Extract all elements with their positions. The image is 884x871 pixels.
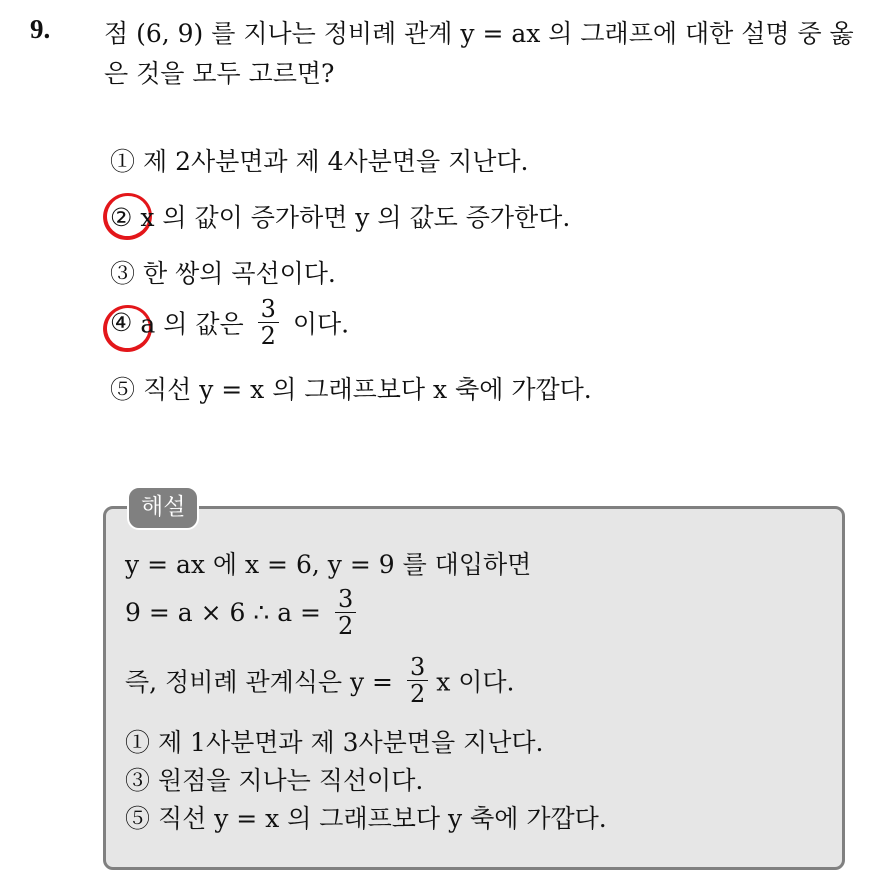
choice-marker: ⑤ <box>110 375 136 404</box>
fraction-numerator: 3 <box>335 586 356 613</box>
solution-line-2 <box>125 586 362 639</box>
fraction-numerator: 3 <box>258 296 279 323</box>
solution-line-1: y = ax 에 x = 6, y = 9 를 대입하면 <box>125 550 532 579</box>
choice-text: a 의 값은 <box>140 309 244 339</box>
solution-label: 해설 <box>127 486 199 530</box>
choice-5 <box>110 370 592 406</box>
choice-text: 직선 y = x 의 그래프보다 x 축에 가깝다. <box>142 375 592 404</box>
choice-4 <box>110 296 349 349</box>
fraction <box>407 654 428 707</box>
solution-line-6: ⑤ 직선 y = x 의 그래프보다 y 축에 가깝다. <box>125 804 607 833</box>
solution-line-3 <box>125 654 515 707</box>
question-number: 9. <box>30 14 51 44</box>
choice-marker: ③ <box>110 259 136 288</box>
choice-2 <box>110 198 570 234</box>
fraction-numerator: 3 <box>407 654 428 681</box>
choice-marker: ① <box>110 147 136 176</box>
fraction-denominator: 2 <box>409 680 426 708</box>
choice-text: x 의 값이 증가하면 y 의 값도 증가한다. <box>140 203 571 232</box>
solution-line-5: ③ 원점을 지나는 직선이다. <box>125 766 424 795</box>
solution-line-3-text: 즉, 정비례 관계식은 y = <box>125 667 394 697</box>
fraction-denominator: 2 <box>337 612 354 640</box>
choice-text-end: 이다. <box>292 309 350 339</box>
question-text: 점 (6, 9) 를 지나는 정비례 관계 y = ax 의 그래프에 대한 설명 중 옳은 것을 모두 고르면? <box>104 19 854 88</box>
fraction-denominator: 2 <box>260 322 276 350</box>
choice-text: 한 쌍의 곡선이다. <box>142 259 336 288</box>
choice-text: 제 2사분면과 제 4사분면을 지난다. <box>142 147 529 176</box>
choice-marker: ④ <box>110 308 133 337</box>
fraction <box>258 296 279 349</box>
solution-line-2-text: 9 = a × 6 ∴ a = <box>125 598 321 627</box>
choice-3 <box>110 254 336 290</box>
choice-1 <box>110 142 528 178</box>
fraction <box>335 586 356 639</box>
solution-line-4: ① 제 1사분면과 제 3사분면을 지난다. <box>125 728 544 757</box>
choice-marker: ② <box>110 203 133 232</box>
solution-line-3-end: x 이다. <box>436 667 515 697</box>
